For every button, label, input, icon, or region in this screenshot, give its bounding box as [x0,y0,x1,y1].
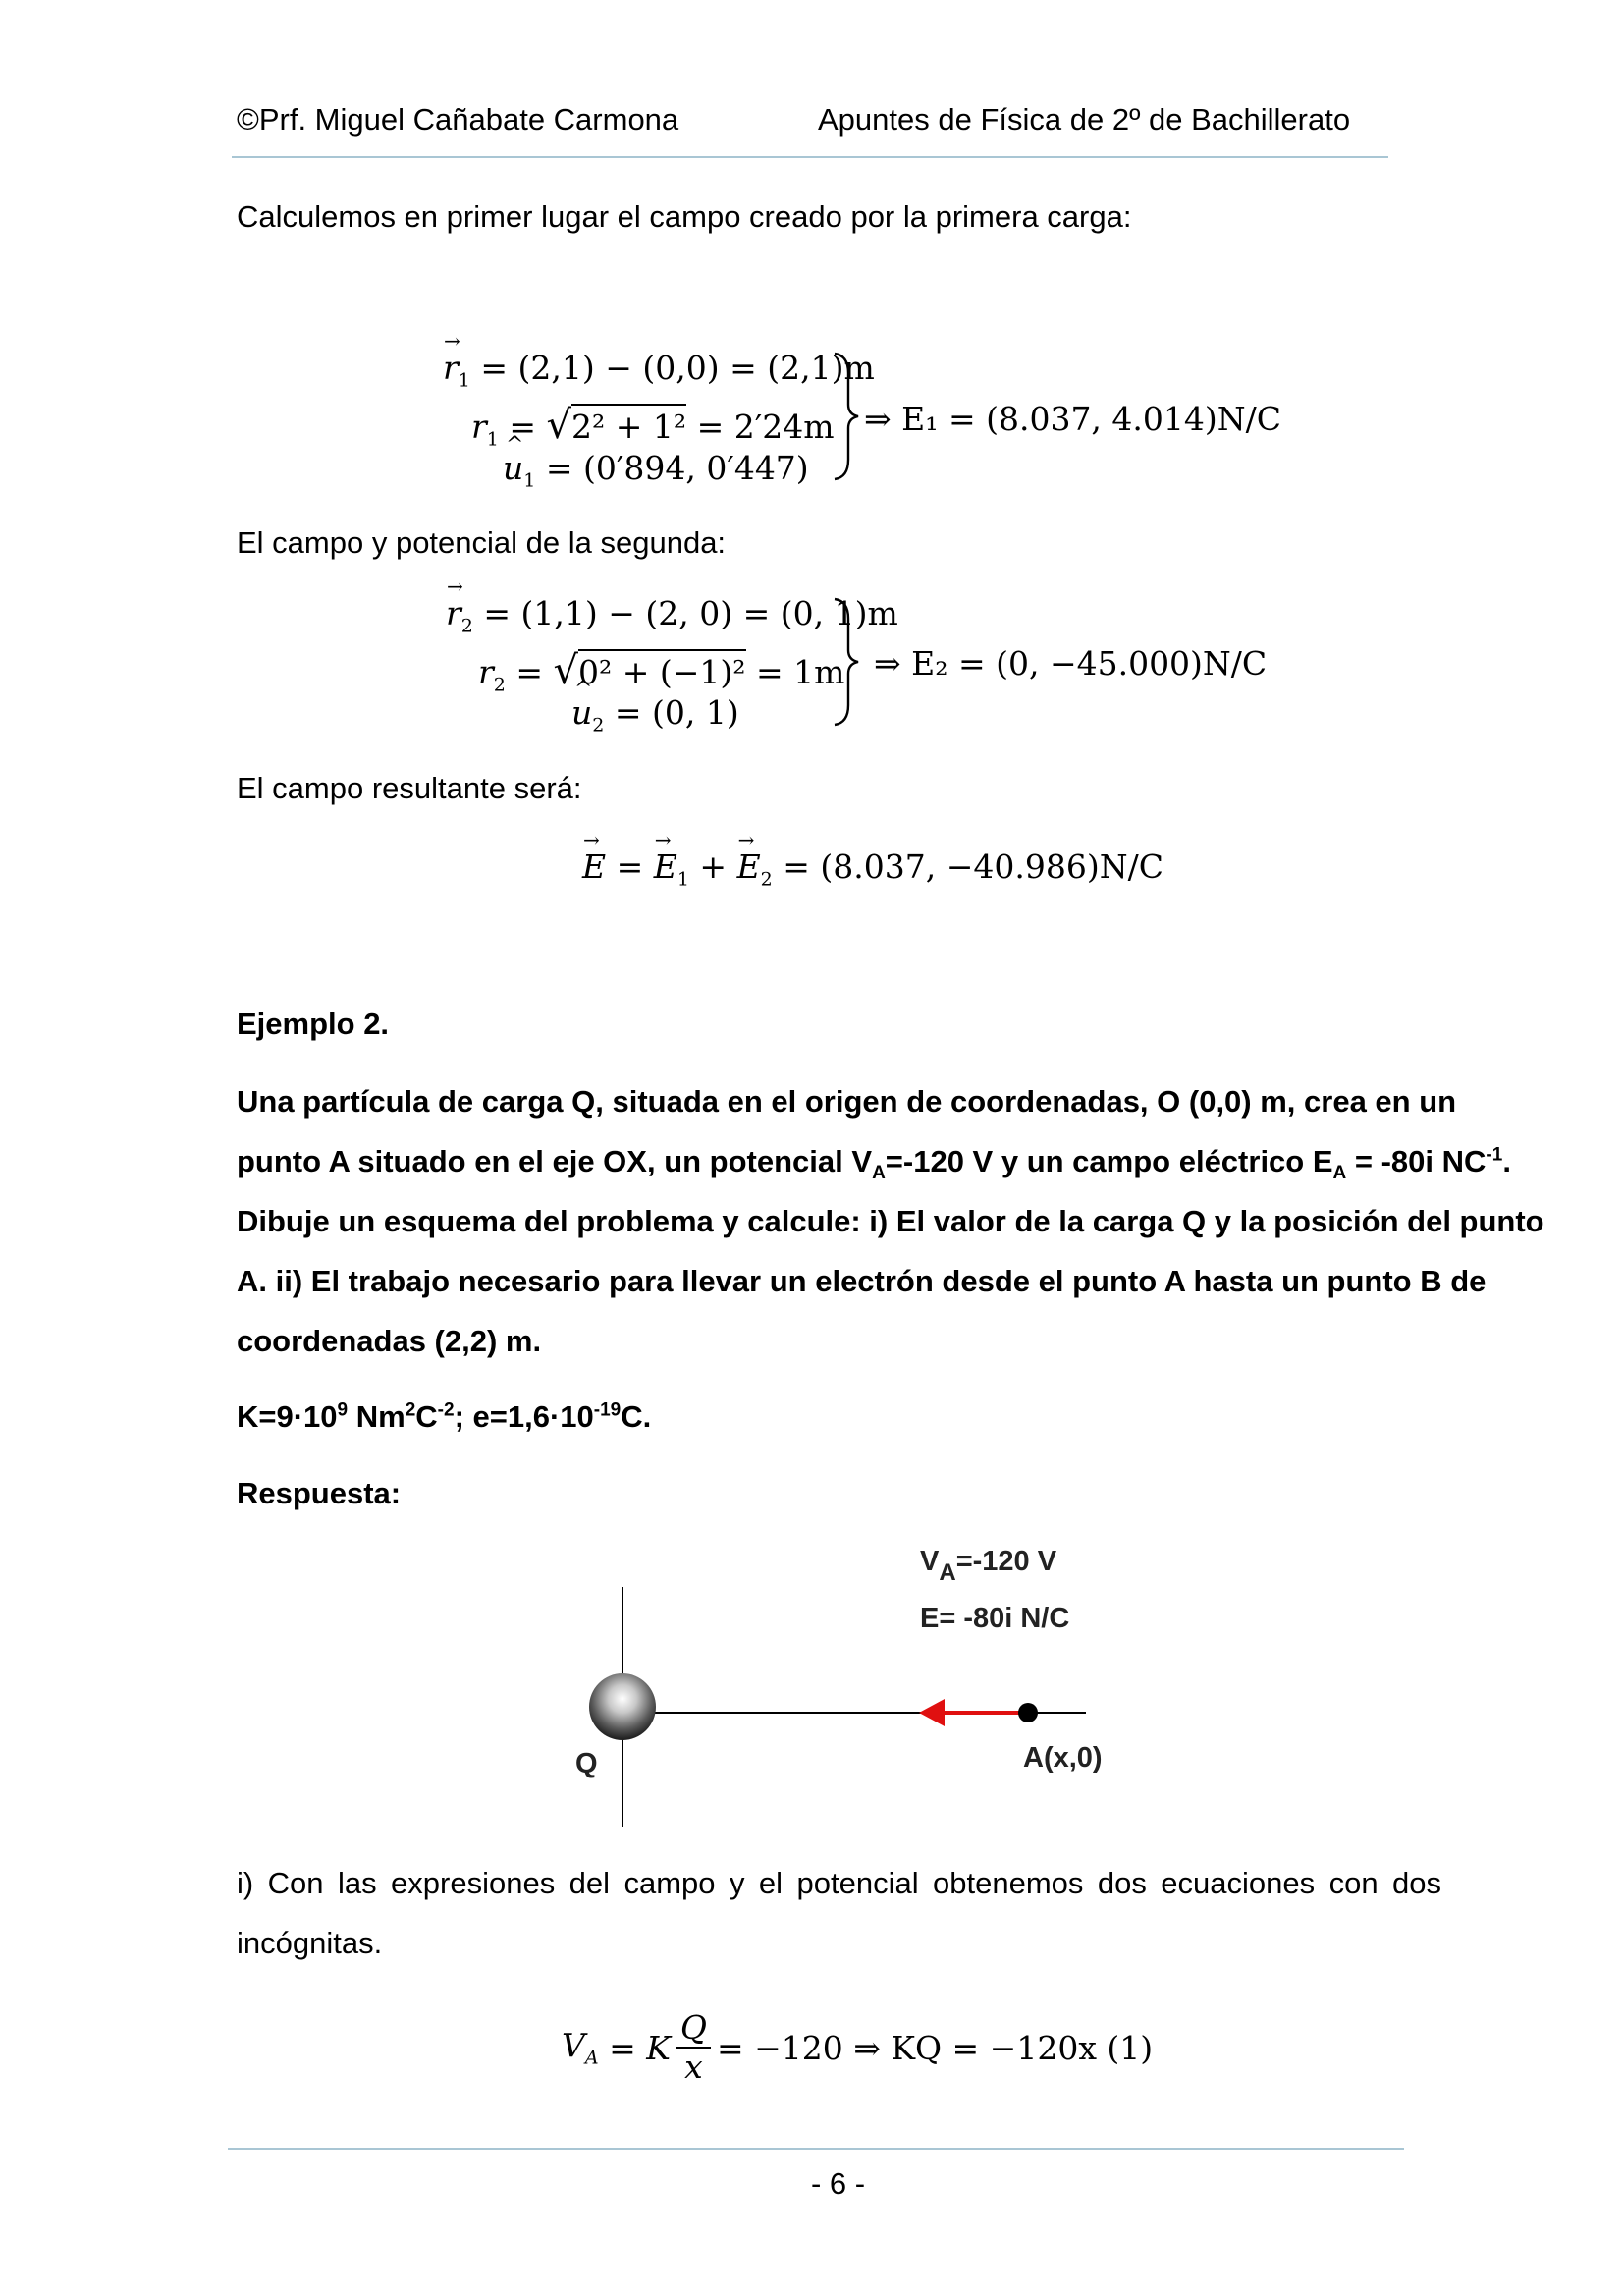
fraction-numerator: Q [676,2009,711,2049]
ea-subscript: A [1332,1163,1347,1184]
point-a [1018,1703,1038,1722]
c-exp: -2 [437,1399,455,1421]
fraction-q-over-x [676,2009,711,2086]
second-intro: El campo y potencial de la segunda: [237,525,727,560]
eq1-line1-text: = (2,1) − (0,0) = (2,1)m [480,349,875,387]
m-exp: 2 [405,1399,416,1421]
eq2-line3: ^ $u_2 = (0$, 1) [571,693,739,737]
example-line-3: Dibuje un esquema del problema y calcule: i) El valor de la carga Q y la posición del punto [237,1204,1544,1238]
right-brace-2 [831,595,860,729]
potential-equation: $V_A$ = K $\frac{Q}{x}$ = −120 ⇒ KQ = −120x (1) [562,2008,1154,2086]
a-label: A(x,0) [1023,1742,1103,1774]
k-units: Nm [348,1399,406,1434]
va-value: =-120 V [955,1546,1057,1577]
q-label: Q [575,1748,598,1779]
header-author: ©Prf. Miguel Cañabate Carmona [237,102,679,137]
eq2-line2-result: = 1m [745,653,845,691]
eq1-line3-text: = (0′894, 0′447) [545,449,809,487]
header-rule [232,156,1388,158]
k-base: K=9·10 [237,1399,338,1434]
example-line-2-d: . [1502,1144,1511,1178]
eq2-sqrt-arg: 0² + (−1)² [578,649,745,691]
e-unit: C. [621,1399,652,1434]
resultant-value: = (8.037, −40.986)N/C [783,847,1163,886]
nc-exponent: -1 [1486,1144,1503,1166]
va-subscript: A [872,1163,886,1184]
page-number: - 6 - [811,2166,866,2201]
explanation-line-1: i) Con las expresiones del campo y el potencial obtenemos dos ecuaciones con dos [237,1866,1441,1900]
field-arrow-head [919,1699,945,1726]
explanation-line-2: incógnitas. [237,1926,383,1960]
eq2-line3-text: = (0, 1) [614,693,739,732]
eq1-line1: → $r_1 = (2,1) - (0,0) = (2,1)m$ [443,349,875,392]
eq2-line1-text: = (1,1) − (2, 0) = (0, 1)m [483,594,898,632]
eq2-line2-eq: = [515,653,554,691]
k-exp: 9 [337,1399,349,1421]
charge-diagram [569,1532,1119,1836]
eq1-line2-result: = 2′24m [686,408,835,446]
eq1-line2-eq: = [509,408,547,446]
example-line-2 [237,1144,1511,1184]
eq1-sqrt-arg: 2² + 1² [571,404,686,446]
example-line-2-a: punto A situado en el eje OX, un potencial V [237,1144,873,1178]
eq2-result: ⇒ E₂ = (0, −45.000)N/C [874,644,1268,683]
example-line-4: A. ii) El trabajo necesario para llevar un electrón desde el punto A hasta un punto B de [237,1264,1487,1298]
e-label: E= -80i N/C [920,1603,1070,1634]
eq2-line1: → $r_2 = (1,1) - (2$, 0) = (0, 1)m [446,594,898,637]
header-course: Apuntes de Física de 2º de Bachillerato [818,102,1351,137]
va-letter: V [920,1546,940,1577]
eq1-line3: ^ $u_1 = (0'894$, 0′447) [503,449,809,492]
eq1-line2: $r_1 = √2^2 + 1^2 = 2'24m$ [471,403,835,451]
fraction-denominator: x [684,2048,703,2086]
constants-line [237,1399,651,1435]
example-line-2-c: = -80i NC [1346,1144,1487,1178]
potential-eq-rhs: = −120 ⇒ KQ = −120x (1) [716,2028,1154,2067]
resultant-intro: El campo resultante será: [237,771,582,805]
eq1-result: ⇒ E₁ = (8.037, 4.014)N/C [864,400,1282,438]
example-title: Ejemplo 2. [237,1007,390,1041]
e-base: ; e=1,6·10 [454,1399,594,1434]
eq2-line2: $r_2 = √0^2 + (-1)^2 = 1m$ [478,648,845,696]
intro-line: Calculemos en primer lugar el campo creado por la primera carga: [237,199,1132,234]
footer-rule [228,2148,1404,2150]
answer-label: Respuesta: [237,1476,402,1510]
e-exp: -19 [593,1399,622,1421]
example-line-1: Una partícula de carga Q, situada en el origen de coordenadas, O (0,0) m, crea en un [237,1084,1457,1119]
potential-eq-lhs: = K [609,2028,671,2067]
c-unit: C [415,1399,438,1434]
charge-sphere [589,1673,656,1740]
resultant-equation: → E = → $E_1$ + → $E_2 = (8.037$, −40.986)N/C [582,847,1163,891]
example-line-2-b: =-120 V y un campo eléctrico E [885,1144,1333,1178]
right-brace-1 [831,350,860,483]
va-label [920,1546,1057,1586]
va-fig-sub: A [939,1559,956,1586]
example-line-5: coordenadas (2,2) m. [237,1324,542,1358]
